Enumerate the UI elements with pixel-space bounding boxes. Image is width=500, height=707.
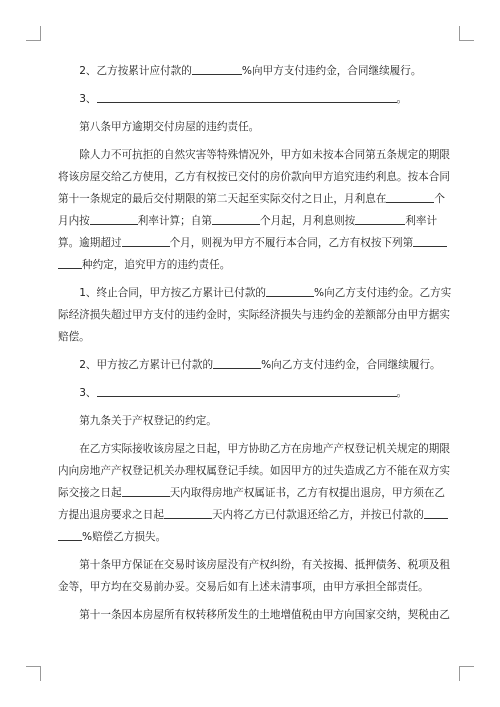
- option-1-line-2: 际经济损失超过甲方支付的违约金时，实际经济损失与违约金的差额部分由甲方据实: [58, 309, 450, 321]
- blank-field[interactable]: [97, 91, 397, 103]
- option-1-line-3: 赔偿。: [58, 331, 90, 343]
- blank-field[interactable]: [355, 213, 405, 225]
- crop-mark-bottom-left: [26, 666, 41, 681]
- blank-field[interactable]: [212, 213, 260, 225]
- article-9-line-1: 在乙方实际接收该房屋之日起，甲方协助乙方在房地产产权登记机关规定的期限: [79, 443, 450, 455]
- article-9-title: 第九条关于产权登记的约定。: [79, 415, 217, 427]
- article-9-line-2: 内向房地产产权登记机关办理权属登记手续。如因甲方的过失造成乙方不能在双方实: [58, 465, 450, 477]
- clause-2-line: 2、乙方按累计应付款的 %向甲方支付违约金，合同继续履行。: [79, 65, 422, 77]
- blank-field[interactable]: [266, 285, 314, 297]
- article-8-line-2: 将该房屋交给乙方使用，乙方有权按已交付的房价款向甲方追究违约利息。按本合同: [58, 171, 450, 183]
- article-8-line-5: 算。逾期超过 个月，则视为甲方不履行本合同，乙方有权按下列第: [58, 232, 442, 254]
- blank-field[interactable]: [213, 357, 261, 369]
- blank-field[interactable]: [164, 507, 212, 519]
- clause-3-line: 3、 。: [79, 93, 408, 105]
- article-8-line-3: 第十一条规定的最后交付期限的第二天起至实际交付之日止，月利息在 个: [58, 193, 445, 205]
- article-8-line-1: 除人力不可抗拒的自然灾害等特殊情况外，甲方如未按本合同第五条规定的期限: [79, 149, 450, 161]
- crop-mark-top-left: [26, 26, 41, 41]
- blank-field[interactable]: [413, 235, 447, 247]
- blank-field[interactable]: [192, 63, 242, 75]
- blank-field[interactable]: [122, 235, 170, 247]
- blank-field[interactable]: [58, 529, 82, 541]
- blank-field[interactable]: [58, 257, 82, 269]
- document-page: [58, 60, 452, 626]
- crop-mark-bottom-right: [459, 666, 474, 681]
- blank-field[interactable]: [90, 213, 138, 225]
- article-10-line-2: 金等，甲方均在交易前办妥。交易后如有上述未清事项，由甲方承担全部责任。: [58, 581, 429, 593]
- article-8-line-6: 种约定，追究甲方的违约责任。: [58, 254, 442, 276]
- blank-field[interactable]: [424, 507, 448, 519]
- article-11-line-1: 第十一条因本房屋所有权转移所发生的土地增值税由甲方向国家交纳，契税由乙: [79, 609, 450, 621]
- blank-field[interactable]: [386, 191, 434, 203]
- blank-field[interactable]: [97, 385, 397, 397]
- blank-field[interactable]: [122, 485, 170, 497]
- article-10-line-1: 第十条甲方保证在交易时该房屋没有产权纠纷，有关按揭、抵押债务、税项及租: [79, 559, 450, 571]
- option-1-line-1: 1、终止合同，甲方按乙方累计已付款的 %向乙方支付违约金。乙方实: [79, 287, 452, 299]
- article-9-line-4: 方提出退房要求之日起 天内将乙方已付款退还给乙方，并按已付款的: [58, 504, 442, 526]
- option-3-line: 3、 。: [79, 387, 408, 399]
- option-2-line: 2、甲方按乙方累计已付款的 %向乙方支付违约金，合同继续履行。: [79, 359, 441, 371]
- article-8-title: 第八条甲方逾期交付房屋的违约责任。: [79, 121, 260, 133]
- article-8-line-4: 月内按 利率计算；自第 个月起，月利息则按 利率计: [58, 215, 438, 227]
- article-9-line-3: 际交接之日起 天内取得房地产权属证书，乙方有权提出退房，甲方须在乙: [58, 487, 445, 499]
- article-9-line-5: %赔偿乙方损失。: [58, 526, 442, 548]
- crop-mark-top-right: [459, 26, 474, 41]
